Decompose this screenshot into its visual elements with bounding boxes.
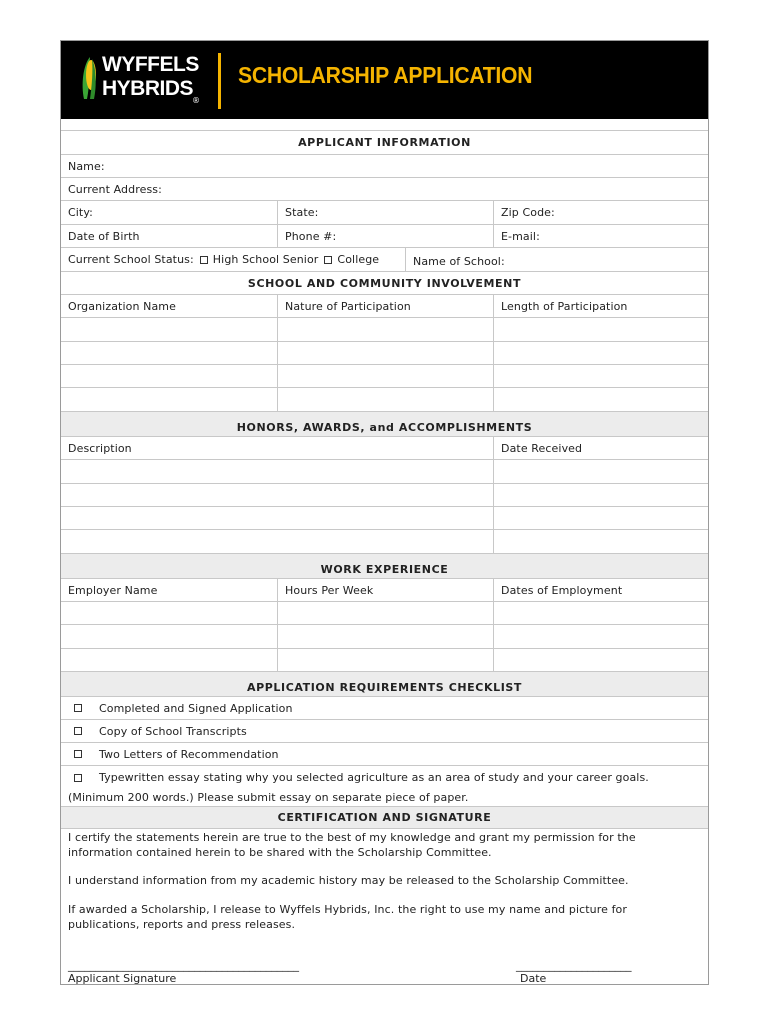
- date-line[interactable]: _____________________: [516, 959, 632, 972]
- table-cell[interactable]: [493, 365, 708, 387]
- checklist-item: [61, 766, 708, 789]
- table-cell[interactable]: [61, 460, 493, 483]
- column-header-organization: Organization Name: [68, 299, 176, 313]
- college-label: College: [337, 253, 380, 266]
- checklist-item: [61, 697, 708, 720]
- high-school-senior-checkbox[interactable]: [200, 256, 208, 264]
- table-cell[interactable]: [277, 625, 493, 648]
- address-row[interactable]: [61, 178, 708, 201]
- date-label: Date: [520, 972, 547, 985]
- checklist-item-label: Completed and Signed Application: [99, 701, 293, 715]
- city-field[interactable]: City:: [68, 206, 93, 219]
- section-certification: [61, 807, 708, 829]
- dob-field[interactable]: Date of Birth: [68, 229, 140, 243]
- section-involvement: [61, 272, 708, 295]
- logo-line-1: WYFFELS: [102, 53, 199, 76]
- checklist-item-label: Two Letters of Recommendation: [99, 747, 279, 761]
- table-cell[interactable]: [61, 342, 277, 364]
- work-header-row: [61, 579, 708, 602]
- table-cell[interactable]: [493, 602, 708, 624]
- corn-logo-icon: [81, 55, 97, 101]
- table-cell[interactable]: [493, 388, 708, 411]
- checklist-checkbox[interactable]: [74, 750, 82, 758]
- signature-line[interactable]: __________________________________________: [68, 959, 299, 972]
- table-cell[interactable]: [277, 318, 493, 341]
- scholarship-form: [60, 40, 709, 985]
- table-cell[interactable]: [277, 388, 493, 411]
- table-cell[interactable]: [61, 507, 493, 529]
- table-cell[interactable]: [277, 365, 493, 387]
- table-row: [61, 507, 708, 530]
- signature-label: Applicant Signature: [68, 972, 177, 985]
- table-cell[interactable]: [61, 318, 277, 341]
- logo-wordmark: [102, 53, 199, 101]
- academic-history-statement: I understand information from my academic history may be released to the Scholarship Committee.: [68, 874, 629, 887]
- table-cell[interactable]: [277, 649, 493, 671]
- section-applicant-information: [61, 131, 708, 155]
- checklist-item: [61, 743, 708, 766]
- table-cell[interactable]: [493, 625, 708, 648]
- email-field[interactable]: E-mail:: [493, 225, 708, 247]
- column-header-hours: Hours Per Week: [277, 579, 493, 601]
- table-cell[interactable]: [493, 507, 708, 529]
- table-cell[interactable]: [61, 484, 493, 506]
- state-field[interactable]: State:: [277, 201, 493, 224]
- name-label: Name:: [68, 159, 105, 173]
- table-cell[interactable]: [61, 625, 277, 648]
- table-row: [61, 365, 708, 388]
- table-row: [61, 318, 708, 342]
- logo-line-2: HYBRIDS: [102, 77, 194, 100]
- column-header-employer: Employer Name: [68, 583, 158, 597]
- table-cell[interactable]: [493, 460, 708, 483]
- table-row: [61, 460, 708, 484]
- checklist-note: (Minimum 200 words.) Please submit essay on separate piece of paper.: [68, 791, 469, 804]
- school-status-group: [61, 248, 405, 271]
- registered-mark: ®: [192, 96, 200, 105]
- column-header-date-received: Date Received: [493, 437, 708, 459]
- high-school-senior-label: High School Senior: [212, 253, 319, 266]
- column-header-length: Length of Participation: [493, 295, 708, 317]
- table-row: [61, 530, 708, 554]
- column-header-description: Description: [68, 441, 132, 455]
- checklist-item-label: Typewritten essay stating why you selected agriculture as an area of study and your career goals.: [99, 771, 649, 784]
- table-cell[interactable]: [277, 602, 493, 624]
- honors-header-row: [61, 437, 708, 460]
- section-checklist: [61, 673, 708, 697]
- school-status-row: [61, 248, 708, 272]
- table-row: [61, 484, 708, 507]
- checklist-checkbox[interactable]: [74, 727, 82, 735]
- section-title: APPLICANT INFORMATION: [298, 136, 471, 149]
- checklist-item-content: [61, 766, 708, 789]
- checklist-note-row: [61, 789, 708, 807]
- checklist-item-content: [61, 720, 708, 742]
- address-label: Current Address:: [68, 182, 162, 196]
- checklist-item: [61, 720, 708, 743]
- section-title: APPLICATION REQUIREMENTS CHECKLIST: [246, 680, 523, 694]
- logo-divider: [218, 53, 221, 109]
- table-cell[interactable]: [493, 530, 708, 553]
- section-title: SCHOOL AND COMMUNITY INVOLVEMENT: [247, 276, 522, 290]
- column-header-dates: Dates of Employment: [493, 579, 708, 601]
- table-row: [61, 625, 708, 649]
- table-row: [61, 342, 708, 365]
- banner-underbar: [61, 119, 708, 131]
- checklist-checkbox[interactable]: [74, 704, 82, 712]
- checklist-checkbox[interactable]: [74, 774, 82, 782]
- name-row[interactable]: [61, 155, 708, 178]
- checklist-item-label: Copy of School Transcripts: [99, 724, 247, 738]
- table-cell[interactable]: [493, 649, 708, 671]
- table-cell[interactable]: [61, 365, 277, 387]
- table-cell[interactable]: [277, 342, 493, 364]
- release-statement: If awarded a Scholarship, I release to Wyffels Hybrids, Inc. the right to use my name and picture for publications, reports and press releases.: [68, 903, 627, 931]
- checklist-item-content: [61, 697, 708, 719]
- table-cell[interactable]: [61, 649, 277, 671]
- phone-field[interactable]: Phone #:: [277, 225, 493, 247]
- school-status-label: Current School Status:: [68, 253, 194, 266]
- table-cell[interactable]: [493, 342, 708, 364]
- certification-statement: I certify the statements herein are true to the best of my knowledge and grant my permission for the information contained herein to be shared with the Scholarship Committee.: [68, 831, 636, 859]
- school-name-field[interactable]: Name of School:: [405, 248, 708, 271]
- involvement-header-row: [61, 295, 708, 318]
- column-header-nature: Nature of Participation: [277, 295, 493, 317]
- table-cell[interactable]: [493, 318, 708, 341]
- table-row: [61, 649, 708, 672]
- table-row: [61, 602, 708, 625]
- table-cell[interactable]: [61, 602, 277, 624]
- section-title: HONORS, AWARDS, and ACCOMPLISHMENTS: [236, 420, 533, 434]
- college-checkbox[interactable]: [324, 256, 332, 264]
- section-title: WORK EXPERIENCE: [320, 562, 449, 576]
- header-banner: [61, 41, 708, 119]
- dob-phone-email-row: [61, 225, 708, 248]
- table-cell[interactable]: [61, 530, 493, 553]
- table-cell[interactable]: [493, 484, 708, 506]
- table-cell[interactable]: [61, 388, 277, 411]
- checklist-item-content: [61, 743, 708, 765]
- city-state-zip-row: [61, 201, 708, 225]
- section-work-experience: [61, 555, 708, 579]
- section-title: CERTIFICATION AND SIGNATURE: [277, 811, 492, 824]
- page-title: SCHOLARSHIP APPLICATION: [238, 62, 533, 88]
- table-row: [61, 388, 708, 412]
- zip-field[interactable]: Zip Code:: [493, 201, 708, 224]
- section-honors: [61, 413, 708, 437]
